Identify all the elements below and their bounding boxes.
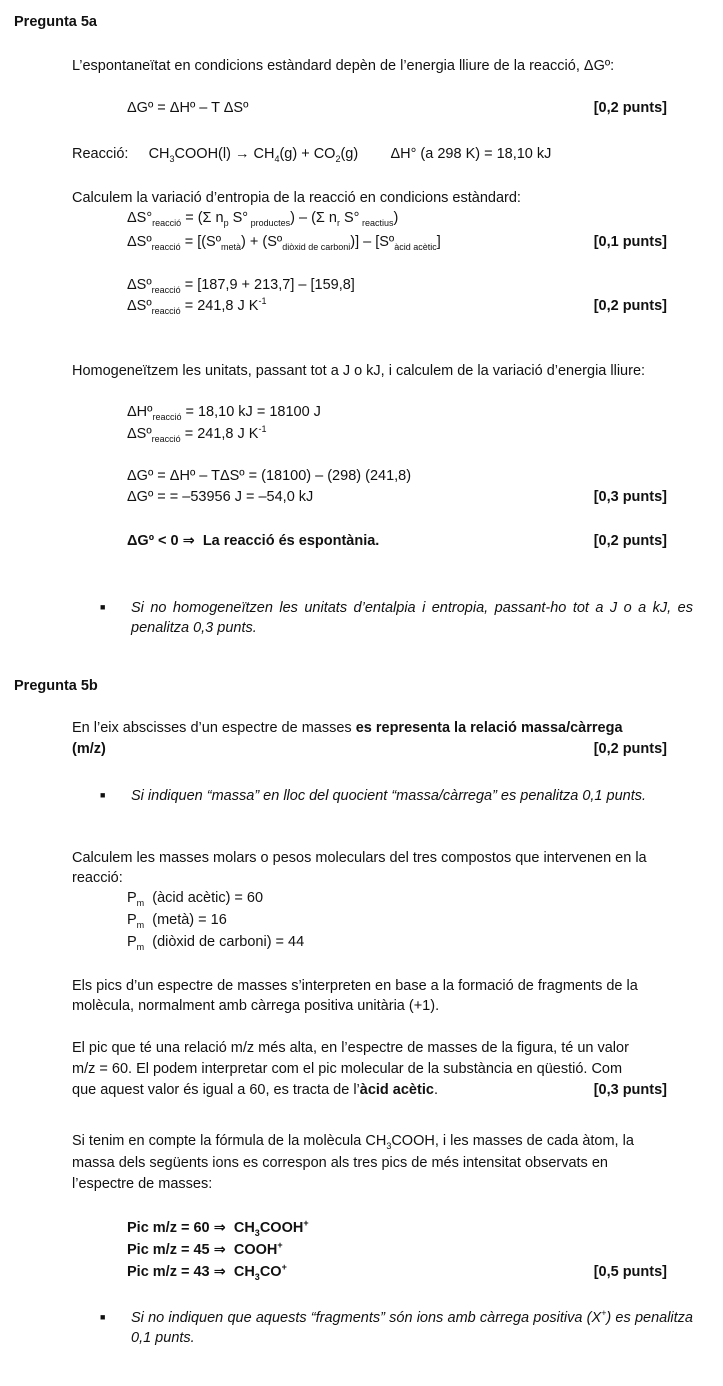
reaction-enthalpy: ΔH° (a 298 K) = 18,10 kJ	[390, 146, 552, 162]
peak-45: Pic m/z = 45 ⇒ COOH+	[127, 1240, 283, 1258]
gibbs-equation: ΔGº = ΔHº – T ΔSº	[127, 100, 249, 116]
intro-text: L’espontaneïtat en condicions estàndard depèn de l’energia lliure de la reacció, ΔGº:	[72, 58, 615, 74]
points-label: [0,2 punts]	[593, 298, 667, 314]
molar-mass-methane: $P_m$ (metà) = 16	[127, 912, 227, 930]
axis-mz: (m/z)	[72, 741, 106, 757]
points-label: [0,2 punts]	[593, 533, 667, 549]
reaction-line	[72, 146, 551, 162]
peak-text-l3: que aquest valor és igual a 60, es tracta de l’àcid acètic.	[72, 1082, 438, 1098]
conclusion: ΔGº < 0 ⇒ La reacció és espontània.	[127, 533, 380, 549]
penalty-note: Si no homogeneïtzen les unitats d’entalpia i entropia, passant-ho tot a J o a kJ, es penalitza 0,3 punts.	[131, 600, 693, 636]
bullet-icon: ■	[100, 602, 106, 612]
peak-43: Pic m/z = 43 ⇒ $CH_3CO^+$	[127, 1262, 287, 1282]
peak-text-l1: El pic que té una relació m/z més alta, en l’espectre de masses de la figura, té un valor	[72, 1040, 629, 1056]
peak-60: Pic m/z = 60 ⇒ $CH_3COOH^+$	[127, 1218, 309, 1238]
points-label: [0,2 punts]	[593, 741, 667, 757]
gibbs-calc: ΔGº = ΔHº – TΔSº = (18100) – (298) (241,8)	[127, 468, 412, 484]
bullet-icon: ■	[100, 790, 106, 800]
entropy-formula-specific: ΔSº$_{reacció}$ = [(Sº$_{metà}$) + (Sº$_{diòxid de carboni}$)] – [Sº$_{àcid acètic}$]	[127, 234, 441, 252]
reaction-label: Reacció:	[72, 146, 129, 162]
entropy-line: ΔSº$_{reacció}$ = 241,8 J $K^{-1}$	[127, 424, 267, 444]
gibbs-result: ΔGº = = –53956 J = –54,0 kJ	[127, 489, 314, 505]
molar-mass-co2: $P_m$ (diòxid de carboni) = 44	[127, 934, 305, 952]
formula-text-l3: l’espectre de masses:	[72, 1176, 213, 1192]
section-title-5b: Pregunta 5b	[14, 678, 98, 694]
penalty-note: Si indiquen “massa” en lloc del quocient “massa/càrrega” es penalitza 0,1 punts.	[131, 788, 647, 804]
points-label: [0,3 punts]	[593, 1082, 667, 1098]
homogenize-text: Homogeneïtzem les unitats, passant tot a J o kJ, i calculem de la variació d’energia lliure:	[72, 363, 646, 379]
penalty-note: Si no indiquen que aquests “fragments” són ions amb càrrega positiva (X+) es penalitza 0,1 punts.	[131, 1308, 693, 1346]
axis-text: En l’eix abscisses d’un espectre de masses es representa la relació massa/càrrega	[72, 720, 623, 736]
enthalpy-line: ΔHº$_{reacció}$ = 18,10 kJ = 18100 J	[127, 404, 321, 422]
entropy-result: ΔSº$_{reacció}$ = 241,8 J $K^{-1}$	[127, 296, 267, 316]
points-label: [0,2 punts]	[593, 100, 667, 116]
molar-intro: Calculem les masses molars o pesos moleculars del tres compostos que intervenen en la reacció:	[72, 850, 647, 886]
points-label: [0,1 punts]	[593, 234, 667, 250]
entropy-values: ΔSº$_{reacció}$ = [187,9 + 213,7] – [159,8]	[127, 277, 355, 295]
section-title-5a: Pregunta 5a	[14, 14, 97, 30]
entropy-intro: Calculem la variació d’entropia de la reacció en condicions estàndard:	[72, 190, 521, 206]
reaction-equation: $CH_3COOH(l) \to CH_4(g) + CO_2(g)$	[148, 146, 359, 164]
points-label: [0,3 punts]	[593, 489, 667, 505]
formula-text-l2: massa dels següents ions es correspon als tres pics de més intensitat observats en	[72, 1155, 608, 1171]
peaks-text: Els pics d’un espectre de masses s’interpreten en base a la formació de fragments de la molècula, normalment amb càrrega positiva unitària (+1).	[72, 978, 638, 1014]
formula-text-l1: Si tenim en compte la fórmula de la molècula $CH_3COOH$, i les masses de cada àtom, la	[72, 1133, 634, 1151]
bullet-icon: ■	[100, 1312, 106, 1322]
peak-text-l2: m/z = 60. El podem interpretar com el pic molecular de la substància en qüestió. Com	[72, 1061, 623, 1077]
points-label: [0,5 punts]	[593, 1264, 667, 1280]
entropy-formula-general: $\Delta S^\circ_{reacció} = (\Sigma$ $n_p$ S° $_{productes}$) – (Σ $n_r$ S° $_{reactius}$)	[127, 210, 399, 228]
molar-mass-acetic: $P_m$ (àcid acètic) = 60	[127, 890, 264, 908]
